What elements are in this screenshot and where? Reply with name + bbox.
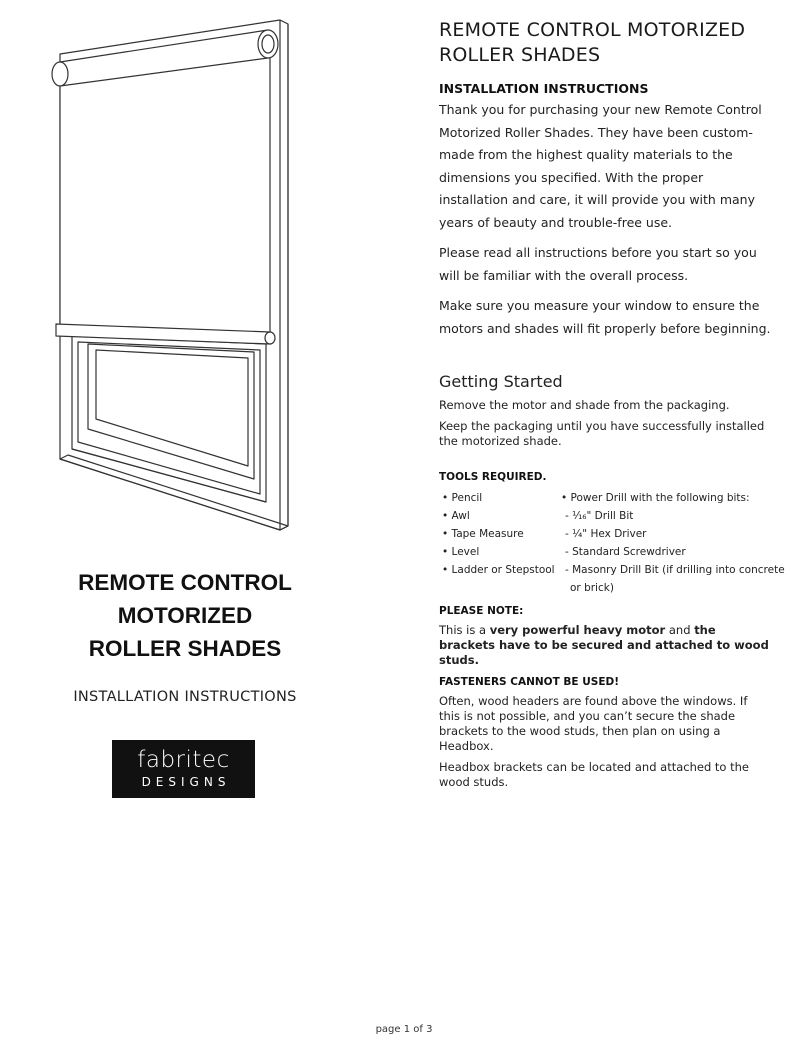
- note-emphasis: very powerful heavy motor: [489, 623, 666, 637]
- document-title-line-2: ROLLER SHADES: [439, 44, 601, 66]
- read-instructions-paragraph: Please read all instructions before you start so you will be familiar with the overall process.: [439, 245, 757, 283]
- installation-instructions-heading: INSTALLATION INSTRUCTIONS: [439, 81, 649, 96]
- tool-item: • Level: [442, 546, 480, 558]
- note-emphasis: the brackets have to be secured and attached to wood studs.: [439, 623, 769, 667]
- tools-column-drill: [561, 489, 785, 597]
- note-text: This is a: [439, 623, 490, 637]
- tool-item: • Pencil: [442, 492, 483, 504]
- getting-started-line: Remove the motor and shade from the packaging.: [439, 398, 730, 412]
- drill-bit-item: or brick): [570, 582, 614, 594]
- fabritec-designs-logo: [112, 740, 255, 798]
- fasteners-warning: FASTENERS CANNOT BE USED!: [439, 676, 620, 688]
- measure-window-paragraph: Make sure you measure your window to ensure the motors and shades will fit properly before beginning.: [439, 298, 771, 336]
- tool-item: • Ladder or Stepstool: [442, 564, 555, 576]
- tool-item: • Awl: [442, 510, 470, 522]
- tool-item: • Power Drill with the following bits:: [561, 492, 750, 504]
- tools-required-heading: TOOLS REQUIRED.: [439, 471, 547, 483]
- intro-paragraph: Thank you for purchasing your new Remote Control Motorized Roller Shades. They have been custom-made from the highest quality materials to the dimensions you specified. With the proper installation and care, it will provide you with many years of beauty and trouble-free use.: [439, 102, 762, 230]
- document-title: [439, 18, 771, 68]
- drill-bit-item: - Masonry Drill Bit (if drilling into concrete: [565, 564, 785, 576]
- cover-title: [40, 566, 330, 665]
- getting-started-heading: Getting Started: [439, 372, 563, 391]
- page-number: page 1 of 3: [375, 1024, 433, 1035]
- heavy-motor-note: [439, 623, 771, 668]
- headbox-note: Often, wood headers are found above the windows. If this is not possible, and you can’t secure the shade brackets to the wood studs, then plan on using a Headbox.: [439, 694, 748, 753]
- cover-title-line-1: REMOTE CONTROL: [78, 570, 292, 595]
- logo-wordmark: fabritec: [137, 747, 230, 773]
- drill-bit-item: - ¼" Hex Driver: [565, 528, 647, 540]
- tools-list: [439, 489, 785, 597]
- cover-title-line-2: MOTORIZED: [117, 603, 253, 628]
- instructions-column: [439, 18, 785, 796]
- please-note-heading: PLEASE NOTE:: [439, 605, 524, 617]
- roller-shade-illustration: [40, 14, 302, 534]
- tool-item: • Tape Measure: [442, 528, 524, 540]
- drill-bit-item: - Standard Screwdriver: [565, 546, 686, 558]
- cover-title-line-3: ROLLER SHADES: [88, 636, 282, 661]
- getting-started-line: Keep the packaging until you have successfully installed the motorized shade.: [439, 419, 765, 448]
- drill-bit-item: - ¹⁄₁₆" Drill Bit: [565, 510, 634, 522]
- cover-subtitle: INSTALLATION INSTRUCTIONS: [73, 689, 297, 705]
- logo-subtext: DESIGNS: [141, 775, 231, 789]
- document-title-line-1: REMOTE CONTROL MOTORIZED: [439, 19, 746, 41]
- note-text: and: [665, 623, 695, 637]
- tools-column-basic: [442, 489, 555, 579]
- headbox-brackets-note: Headbox brackets can be located and attached to the wood studs.: [439, 760, 749, 789]
- shade-fabric: [60, 48, 270, 334]
